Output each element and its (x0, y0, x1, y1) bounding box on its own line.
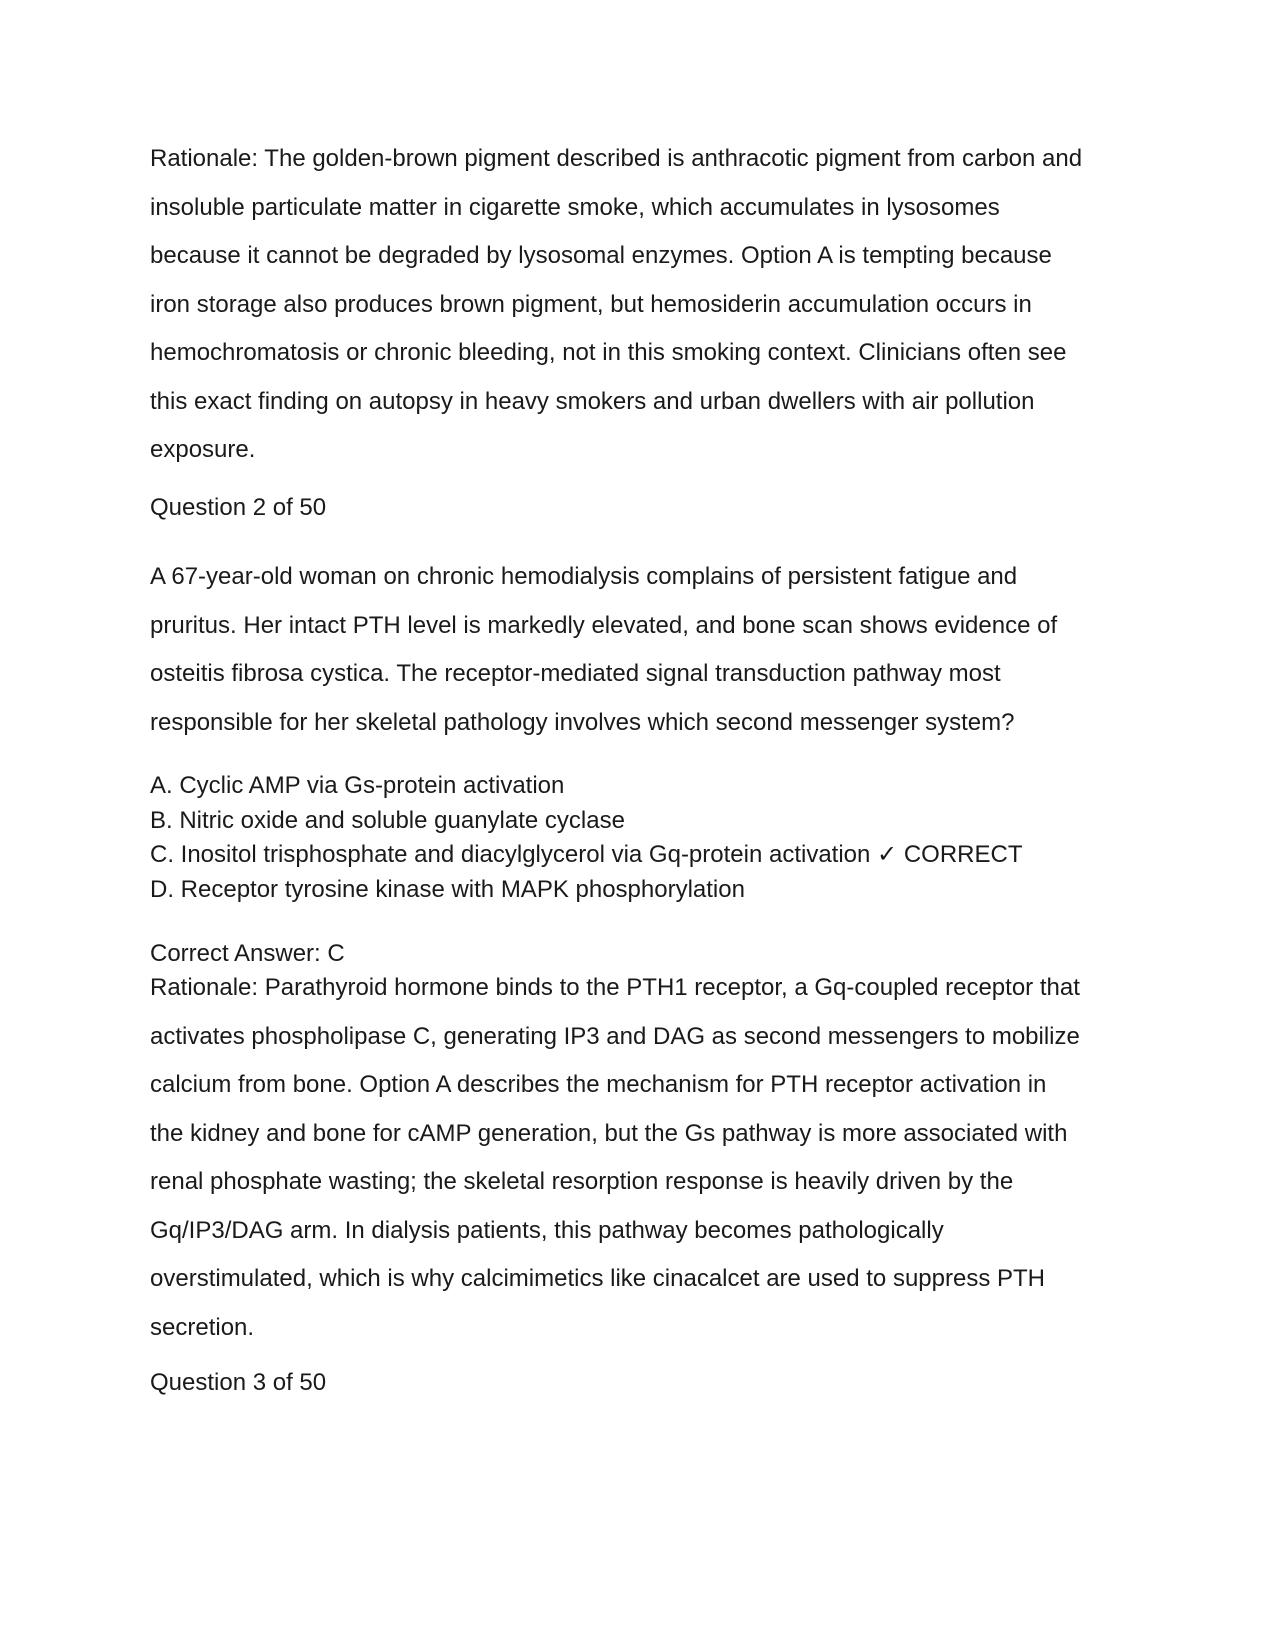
rationale-line: Rationale: The golden-brown pigment described is anthracotic pigment from carbon and (150, 145, 1083, 172)
rationale-line: iron storage also produces brown pigment, but hemosiderin accumulation occurs in (150, 290, 1032, 318)
rationale-line: insoluble particulate matter in cigarette smoke, which accumulates in lysosomes (150, 193, 1000, 221)
stem-line: A 67-year-old woman on chronic hemodialysis complains of persistent fatigue and (150, 563, 1018, 590)
option-a: A. Cyclic AMP via Gs-protein activation (150, 772, 565, 799)
question-1-rationale (150, 135, 1130, 475)
rationale-line: renal phosphate wasting; the skeletal resorption response is heavily driven by the (150, 1168, 1014, 1195)
rationale-line: activates phospholipase C, generating IP3 and DAG as second messengers to mobilize (150, 1022, 1080, 1050)
rationale-line: the kidney and bone for cAMP generation, but the Gs pathway is more associated with (150, 1119, 1068, 1147)
option-d: D. Receptor tyrosine kinase with MAPK phosphorylation (150, 875, 745, 903)
question-2-stem (150, 553, 1130, 747)
rationale-line: this exact finding on autopsy in heavy smokers and urban dwellers with air pollution (150, 387, 1035, 415)
rationale-line: Gq/IP3/DAG arm. In dialysis patients, this pathway becomes pathologically (150, 1216, 944, 1244)
question-heading-text: Question 3 of 50 (150, 1369, 327, 1396)
question-3-heading (150, 1366, 1130, 1400)
rationale-line: hemochromatosis or chronic bleeding, not in this smoking context. Clinicians often see (150, 339, 1067, 366)
stem-line: pruritus. Her intact PTH level is markedly elevated, and bone scan shows evidence of (150, 611, 1058, 639)
correct-answer: Correct Answer: C (150, 940, 345, 967)
rationale-line: calcium from bone. Option A describes the mechanism for PTH receptor activation in (150, 1071, 1047, 1098)
option-b: B. Nitric oxide and soluble guanylate cyclase (150, 806, 625, 834)
stem-line: responsible for her skeletal pathology involves which second messenger system? (150, 708, 1015, 736)
stem-line: osteitis fibrosa cystica. The receptor-mediated signal transduction pathway most (150, 660, 1001, 687)
question-heading-text: Question 2 of 50 (150, 494, 327, 521)
question-2-options (150, 769, 1130, 907)
rationale-line: because it cannot be degraded by lysosomal enzymes. Option A is tempting because (150, 242, 1052, 269)
question-2-heading (150, 491, 1130, 525)
rationale-line: overstimulated, which is why calcimimetics like cinacalcet are used to suppress PTH (150, 1265, 1045, 1292)
rationale-line: secretion. (150, 1313, 255, 1341)
rationale-line: exposure. (150, 436, 256, 463)
question-2-answer-block (150, 937, 1130, 1352)
rationale-line: Rationale: Parathyroid hormone binds to the PTH1 receptor, a Gq-coupled receptor that (150, 974, 1080, 1001)
option-c: C. Inositol trisphosphate and diacylglycerol via Gq-protein activation ✓ CORRECT (150, 841, 1023, 868)
question-2-rationale (150, 964, 1130, 1352)
